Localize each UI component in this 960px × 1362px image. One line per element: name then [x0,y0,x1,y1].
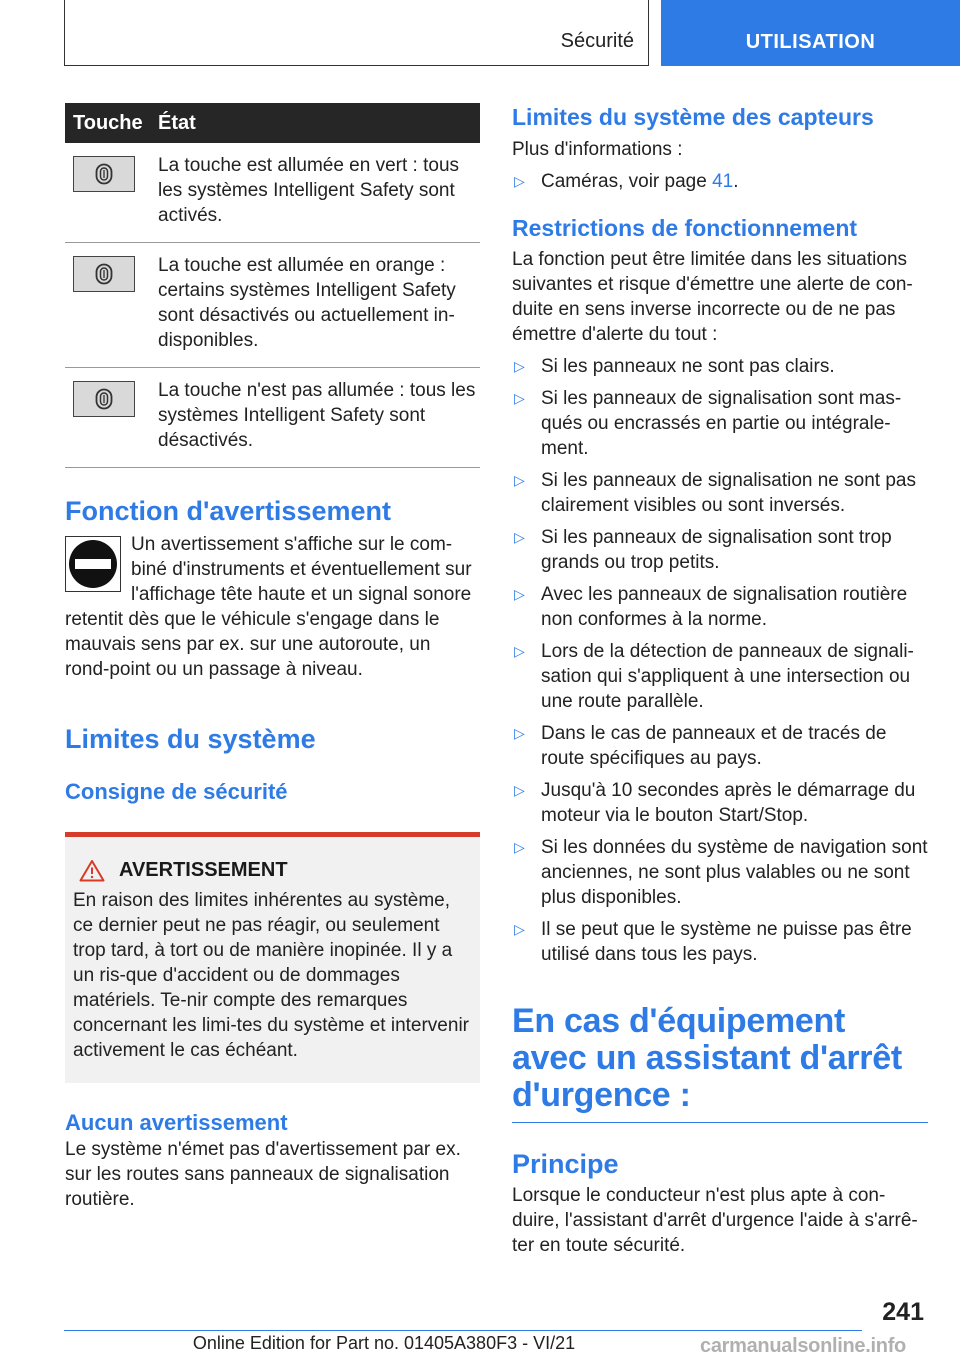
list-item: ▷ Lors de la détection de panneaux de signali-sation qui s'appliquent à une intersection ou une route parallèle. [514,641,914,712]
intelligent-safety-button-icon [73,156,135,192]
emergency-heading-block [512,1003,928,1123]
footer-edition: Online Edition for Part no. 01405A380F3 - VI/21 [192,1333,576,1353]
triangle-bullet-icon: ▷ [514,472,525,488]
list-item: ▷ Dans le cas de panneaux et de tracés de route spécifiques au pays. [514,723,887,769]
emergency-heading: En cas d'équipement avec un assistant d'arrêt d'urgence : [512,1002,902,1114]
warning-function-heading: Fonction d'avertissement [65,496,391,526]
sensor-limits-heading: Limites du système des capteurs [512,104,874,130]
list-item: ▷ Caméras, voir page 41. [514,171,739,192]
triangle-bullet-icon: ▷ [514,921,525,937]
header-section-box [64,0,649,66]
restrictions-heading: Restrictions de fonctionnement [512,215,858,241]
sensor-limits-list [512,169,930,194]
table-cell-state: La touche est allumée en vert : tous les systèmes Intelligent Safety sont activés. [158,155,460,226]
safety-notice-heading: Consigne de sécurité [65,779,288,804]
restrictions-intro: La fonction peut être limitée dans les situations suivantes et risque d'émettre une alerte de con-duite en sens inverse incorrecte ou de ne pas émettre d'alerte du tout : [512,249,913,345]
list-item: ▷ Il se peut que le système ne puisse pas être utilisé dans tous les pays. [514,919,912,965]
page-link[interactable]: 41 [712,171,734,192]
principle-heading: Principe [512,1149,619,1179]
watermark: carmanualsonline.info [700,1335,906,1357]
triangle-bullet-icon: ▷ [514,643,525,659]
no-warning-heading: Aucun avertissement [65,1110,288,1135]
triangle-bullet-icon: ▷ [514,358,525,374]
table-row [65,243,480,368]
sensor-limits-intro: Plus d'informations : [512,139,683,160]
warning-text: En raison des limites inhérentes au système, ce dernier peut ne pas réagir, ou seulement trop tard, à tort ou de manière inopinée. Il y a un ris-que d'accident ou de dommages matériels. Te-nir compte des remarques concernant les limi-tes du système et intervenir activement le cas échéant. [73,890,469,1061]
warning-title: AVERTISSEMENT [119,859,288,881]
column-header-key: Touche [73,111,143,134]
key-state-table [65,103,480,468]
table-header [65,103,480,143]
list-item: ▷ Si les panneaux de signalisation ne sont pas clairement visibles ou sont inversés. [514,470,916,516]
list-item: ▷ Si les panneaux de signalisation sont trop grands ou trop petits. [514,527,892,573]
list-item: ▷ Jusqu'à 10 secondes après le démarrage du moteur via le bouton Start/Stop. [514,780,916,826]
list-item: ▷ Si les panneaux de signalisation sont mas-qués ou encrassés en partie ou intégrale-ment. [514,388,902,459]
triangle-bullet-icon: ▷ [514,390,525,406]
table-cell-state: La touche n'est pas allumée : tous les systèmes Intelligent Safety sont désactivés. [158,380,476,451]
intelligent-safety-button-icon [73,256,135,292]
section-title: Sécurité [560,30,634,52]
warning-box [65,832,480,1083]
warning-function-block [65,532,480,682]
no-entry-sign-icon [65,536,121,592]
column-header-state: État [158,111,196,134]
triangle-bullet-icon: ▷ [514,586,525,602]
no-warning-text: Le système n'émet pas d'avertissement par ex. sur les routes sans panneaux de signalisation routière. [65,1139,461,1210]
triangle-bullet-icon: ▷ [514,839,525,855]
chapter-tab: UTILISATION [661,0,960,66]
restrictions-list [512,354,930,967]
warning-triangle-icon [79,859,105,882]
list-item: ▷ Si les données du système de navigation sont anciennes, ne sont plus valables ou ne sont plus disponibles. [514,837,928,908]
intelligent-safety-button-icon [73,381,135,417]
triangle-bullet-icon: ▷ [514,529,525,545]
page-number: 241 [882,1298,924,1326]
table-cell-state: La touche est allumée en orange : certains systèmes Intelligent Safety sont désactivés ou actuellement in-disponibles. [158,255,456,351]
triangle-bullet-icon: ▷ [514,173,525,189]
list-item: ▷ Si les panneaux ne sont pas clairs. [514,356,835,377]
footer-divider [64,1330,862,1331]
triangle-bullet-icon: ▷ [514,782,525,798]
right-column [512,103,930,1258]
table-row [65,143,480,243]
warning-function-text: Un avertissement s'affiche sur le com-biné d'instruments et éventuellement sur l'affichage tête haute et un signal sonore retentit dès que le véhicule s'engage dans le mauvais sens par ex. sur une autoroute, un rond-point ou un passage à niveau. [65,534,472,680]
left-column [65,103,480,1212]
table-row [65,368,480,468]
triangle-bullet-icon: ▷ [514,725,525,741]
principle-text: Lorsque le conducteur n'est plus apte à con-duire, l'assistant d'arrêt d'urgence l'aide à s'arrê-ter en toute sécurité. [512,1185,918,1256]
system-limits-heading: Limites du système [65,724,316,754]
list-item: ▷ Avec les panneaux de signalisation routière non conformes à la norme. [514,584,908,630]
